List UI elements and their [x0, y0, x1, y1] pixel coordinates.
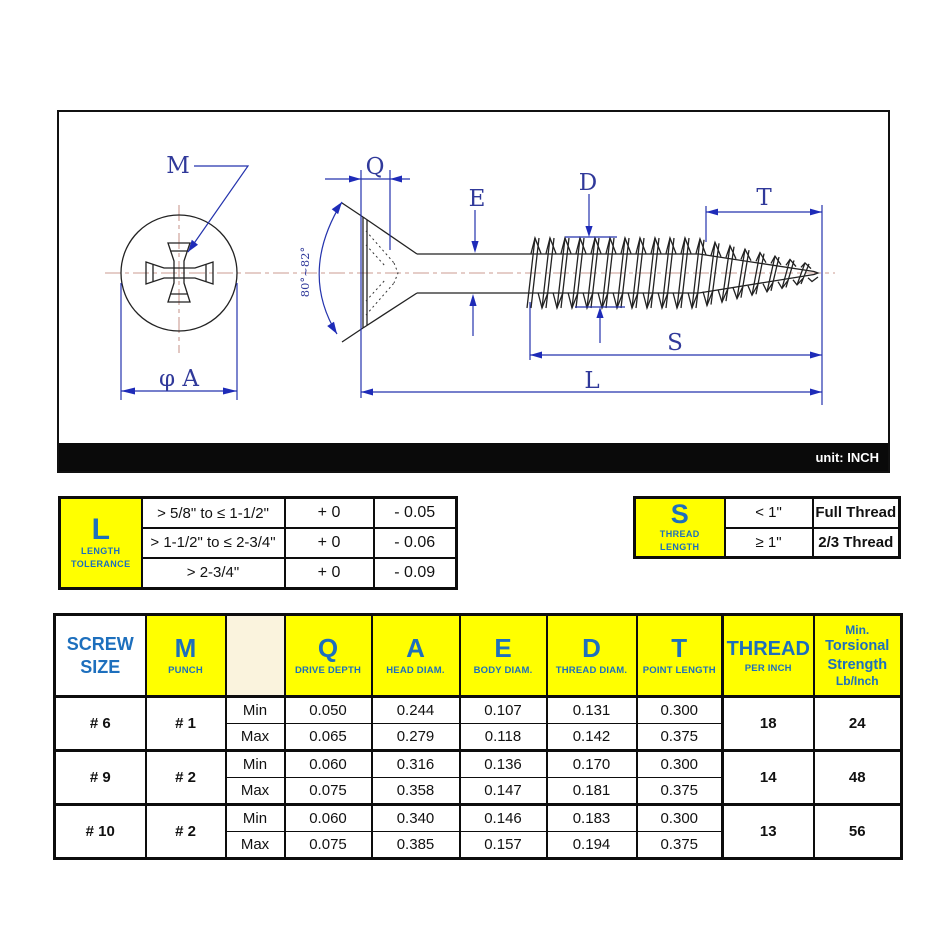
thread-length-condition: < 1": [725, 498, 813, 528]
thread-length-value: Full Thread: [813, 498, 900, 528]
a-min: 0.316: [372, 751, 460, 778]
s-letter: S: [670, 498, 689, 529]
tolerance-plus: + 0: [285, 498, 374, 529]
a-max: 0.385: [372, 832, 460, 859]
e-dimension: [469, 186, 486, 336]
thread-length-condition: ≥ 1": [725, 528, 813, 558]
s-dimension: [530, 302, 822, 360]
e-max: 0.118: [460, 724, 547, 751]
e-min: 0.136: [460, 751, 547, 778]
q-max: 0.065: [285, 724, 372, 751]
tolerance-range: > 5/8" to ≤ 1-1/2": [142, 498, 285, 529]
spec-row-9-min: [55, 751, 902, 778]
punch-cell: # 2: [146, 805, 226, 859]
minmax-label: Max: [226, 778, 285, 805]
header-minmax-blank: [226, 615, 285, 697]
q-min: 0.060: [285, 805, 372, 832]
technical-drawing: [57, 110, 890, 473]
size-cell: # 6: [55, 697, 146, 751]
e-min: 0.146: [460, 805, 547, 832]
header-screw-size: SCREW SIZE: [55, 615, 146, 697]
q-max: 0.075: [285, 832, 372, 859]
a-max: 0.279: [372, 724, 460, 751]
header-punch: M PUNCH: [146, 615, 226, 697]
thread-length-value: 2/3 Thread: [813, 528, 900, 558]
minmax-label: Min: [226, 805, 285, 832]
a-min: 0.340: [372, 805, 460, 832]
d-min: 0.131: [547, 697, 637, 724]
e-max: 0.157: [460, 832, 547, 859]
length-tolerance-table: [58, 496, 458, 590]
tolerance-range: > 2-3/4": [142, 558, 285, 589]
spec-row-6-min: [55, 697, 902, 724]
head-angle-dimension: [298, 202, 342, 334]
s-label: S: [667, 330, 683, 356]
punch-cell: # 2: [146, 751, 226, 805]
spec-header-row: [55, 615, 902, 697]
thread-length-header-cell: [635, 498, 725, 558]
s-label-line2: LENGTH: [660, 542, 700, 552]
header-torsional-strength: Min. Torsional Strength Lb/Inch: [814, 615, 902, 697]
e-label: E: [468, 186, 486, 212]
d-label: D: [578, 170, 598, 196]
thread-per-inch-cell: 18: [723, 697, 814, 751]
tolerance-range: > 1-1/2" to ≤ 2-3/4": [142, 528, 285, 558]
m-label: M: [166, 153, 190, 179]
tolerance-plus: + 0: [285, 558, 374, 589]
unit-note: unit: INCH: [815, 450, 879, 465]
header-thread-per-inch: THREAD PER INCH: [723, 615, 814, 697]
size-cell: # 9: [55, 751, 146, 805]
thread-per-inch-cell: 13: [723, 805, 814, 859]
l-label-line1: LENGTH: [81, 545, 121, 556]
screw-drawing-svg: [57, 110, 890, 473]
t-min: 0.300: [637, 805, 723, 832]
q-min: 0.050: [285, 697, 372, 724]
d-max: 0.142: [547, 724, 637, 751]
thread-length-table: [633, 496, 901, 559]
t-max: 0.375: [637, 778, 723, 805]
d-max: 0.181: [547, 778, 637, 805]
l-label: L: [584, 368, 600, 394]
angle-label: 80°~82°: [298, 246, 312, 298]
torsional-strength-cell: 24: [814, 697, 902, 751]
minmax-label: Max: [226, 724, 285, 751]
e-max: 0.147: [460, 778, 547, 805]
l-letter: L: [91, 512, 110, 546]
thread-per-inch-cell: 14: [723, 751, 814, 805]
minmax-label: Min: [226, 751, 285, 778]
tolerance-minus: - 0.09: [374, 558, 457, 589]
t-min: 0.300: [637, 697, 723, 724]
tolerance-header-cell: [60, 498, 142, 589]
header-point-length: T POINT LENGTH: [637, 615, 723, 697]
size-cell: # 10: [55, 805, 146, 859]
header-body-diam: E BODY DIAM.: [460, 615, 547, 697]
header-drive-depth: Q DRIVE DEPTH: [285, 615, 372, 697]
e-min: 0.107: [460, 697, 547, 724]
t-label: T: [756, 185, 772, 211]
d-max: 0.194: [547, 832, 637, 859]
unit-bar: [59, 443, 888, 471]
a-max: 0.358: [372, 778, 460, 805]
header-thread-diam: D THREAD DIAM.: [547, 615, 637, 697]
tolerance-row-1: [60, 498, 457, 529]
minmax-label: Max: [226, 832, 285, 859]
d-min: 0.183: [547, 805, 637, 832]
punch-cell: # 1: [146, 697, 226, 751]
q-label: Q: [365, 154, 385, 180]
tolerance-plus: + 0: [285, 528, 374, 558]
l-dimension: [361, 368, 822, 396]
l-label-line2: TOLERANCE: [71, 559, 131, 569]
thread-length-row-1: [635, 498, 900, 528]
t-max: 0.375: [637, 724, 723, 751]
q-max: 0.075: [285, 778, 372, 805]
a-min: 0.244: [372, 697, 460, 724]
torsional-strength-cell: 56: [814, 805, 902, 859]
spec-row-10-min: [55, 805, 902, 832]
minmax-label: Min: [226, 697, 285, 724]
t-min: 0.300: [637, 751, 723, 778]
d-dimension: [565, 170, 625, 343]
torsional-strength-cell: 48: [814, 751, 902, 805]
q-min: 0.060: [285, 751, 372, 778]
tolerance-minus: - 0.05: [374, 498, 457, 529]
s-label-line1: THREAD: [659, 528, 700, 539]
d-min: 0.170: [547, 751, 637, 778]
header-head-diam: A HEAD DIAM.: [372, 615, 460, 697]
tolerance-minus: - 0.06: [374, 528, 457, 558]
t-max: 0.375: [637, 832, 723, 859]
screw-spec-table: [53, 613, 903, 860]
phi-a-label: φ A: [158, 366, 200, 392]
